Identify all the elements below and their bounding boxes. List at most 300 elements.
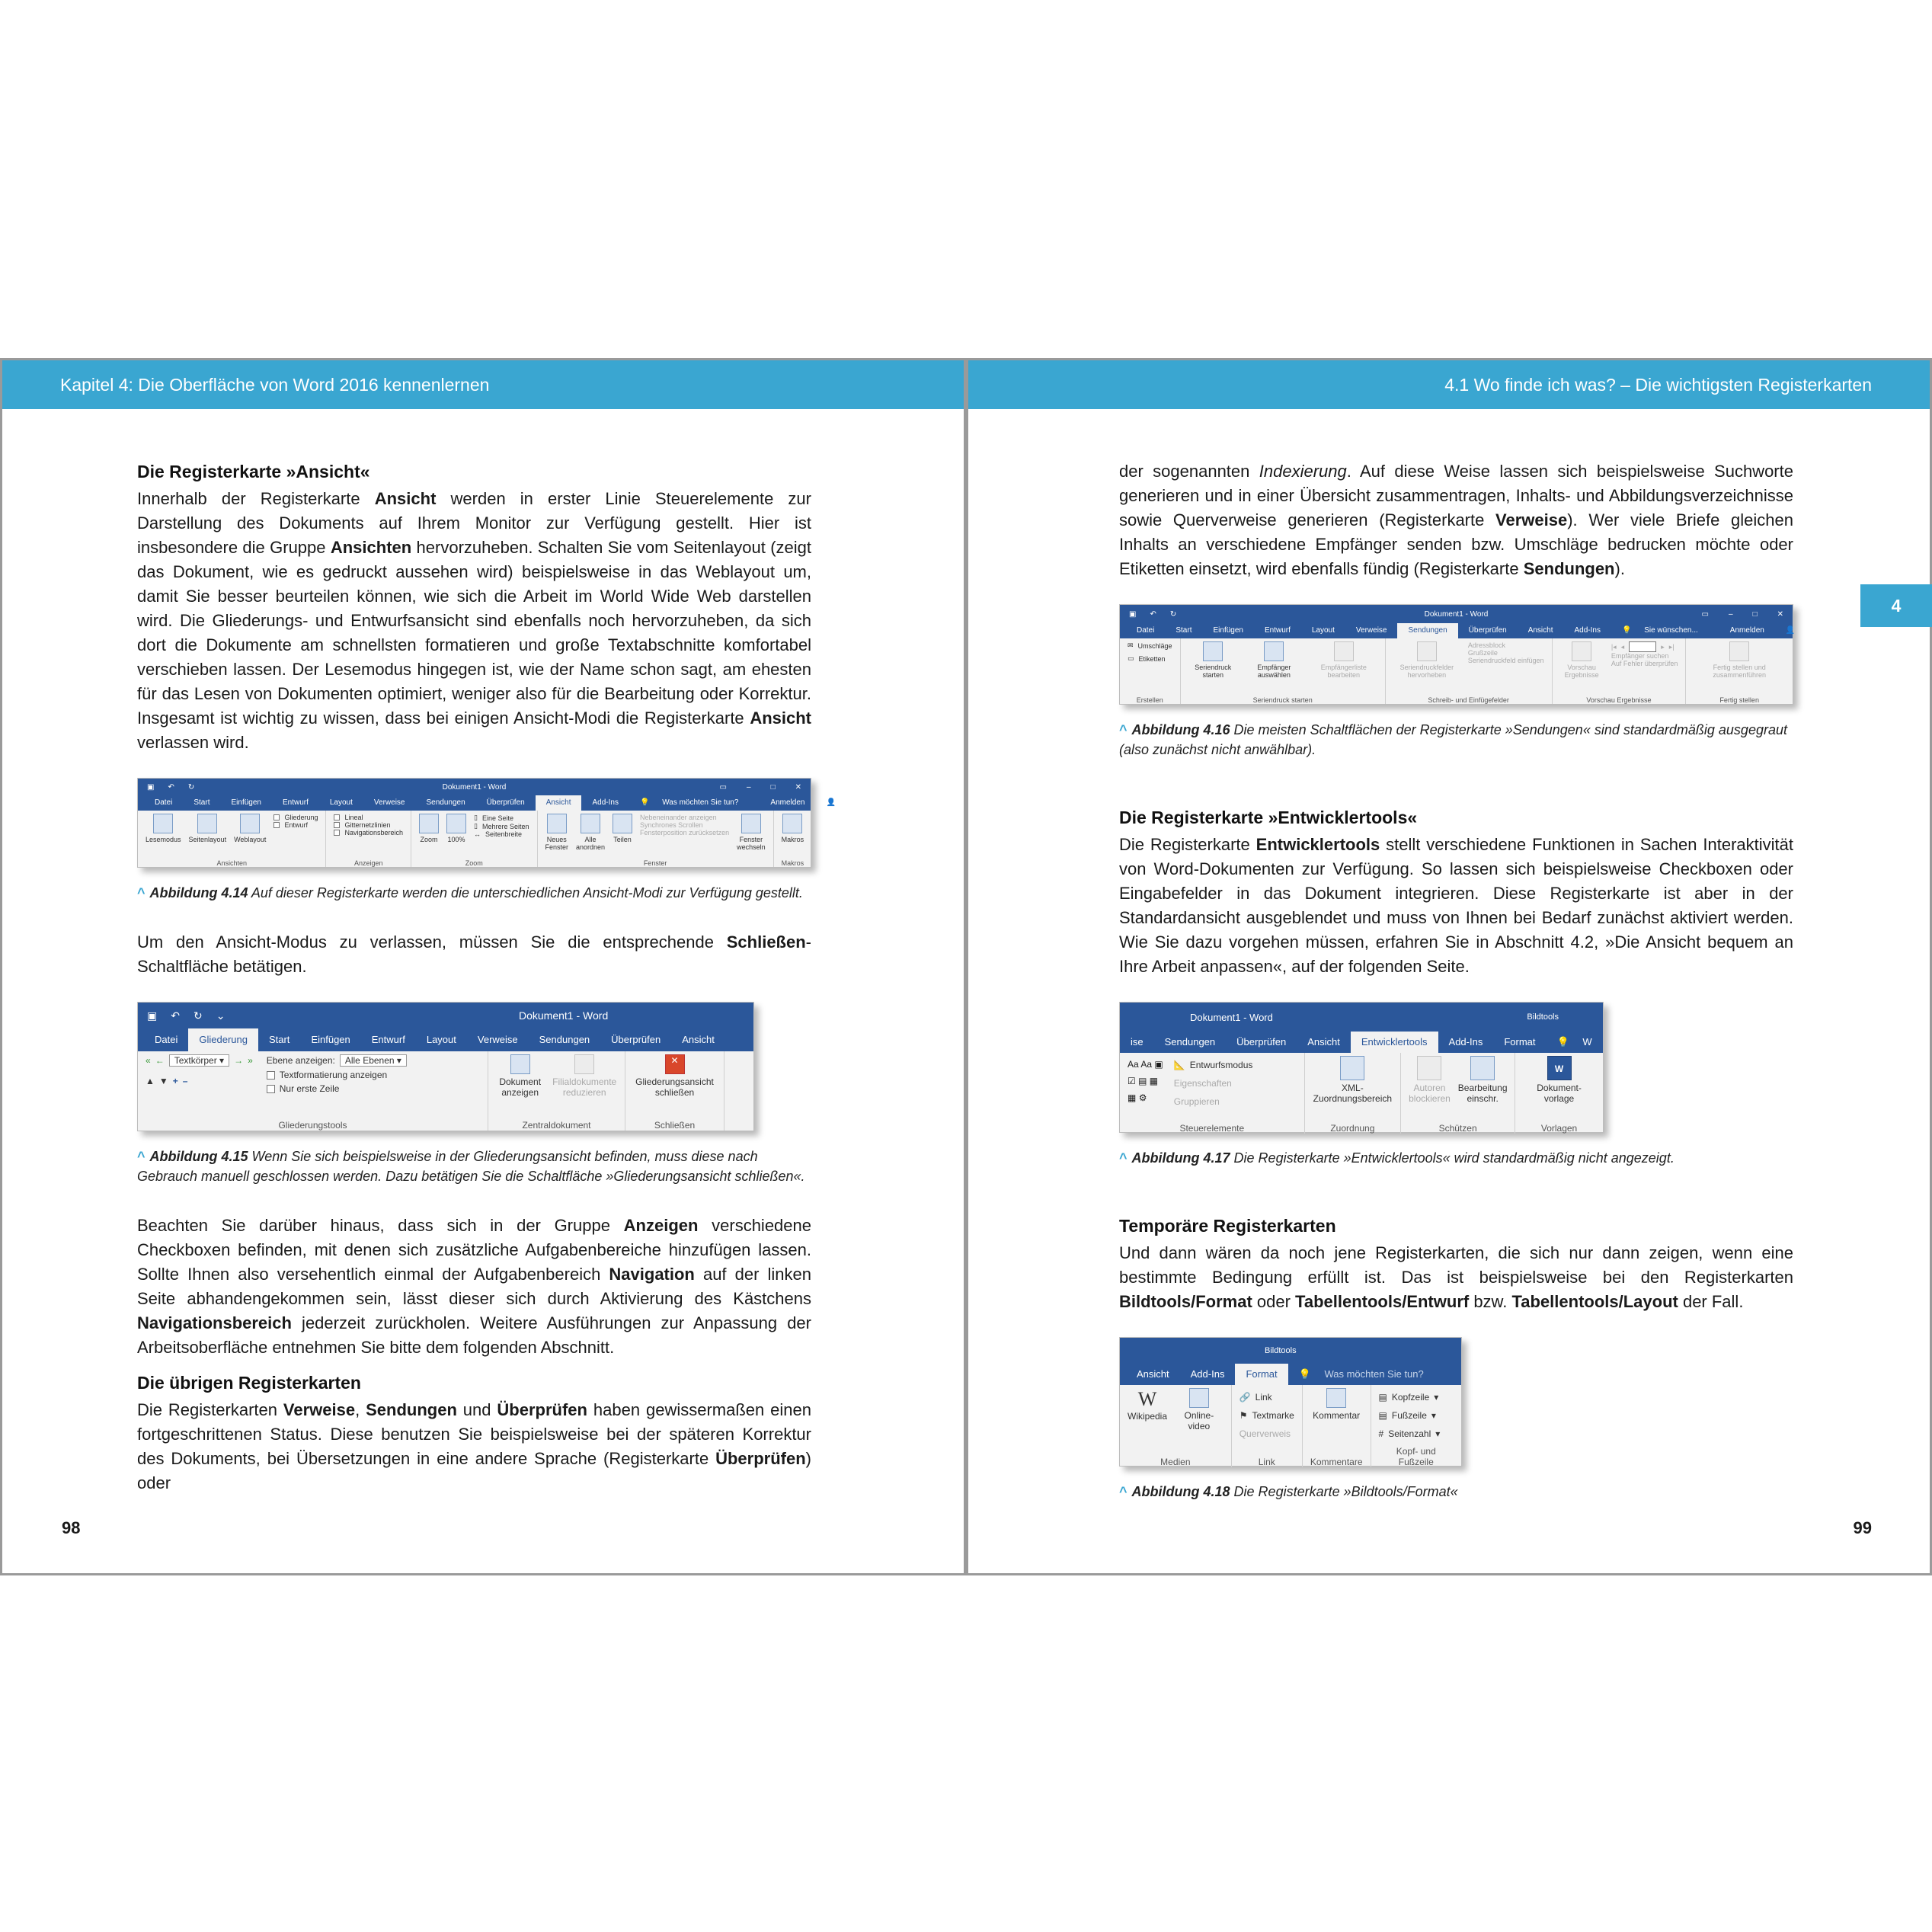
group-create [1120, 638, 1181, 704]
switch-window-button [737, 814, 766, 851]
rich-text-control-icon: Aa [1128, 1059, 1139, 1070]
title-bar [1120, 605, 1793, 623]
ribbon-tab: Datei [155, 798, 173, 807]
row-label: Etiketten [1138, 654, 1166, 663]
bookmark-flag-icon: ⚑ [1239, 1410, 1248, 1421]
draft-toggle [273, 821, 318, 829]
group-label: Vorlagen [1540, 1123, 1578, 1134]
window-title: Dokument1 - Word [442, 782, 507, 792]
row-label: Lineal [344, 814, 363, 821]
bold-term: Entwicklertools [1255, 835, 1380, 854]
right-content [1119, 459, 1843, 1529]
gridlines-checkbox [334, 821, 403, 829]
xml-mapping-button [1313, 1056, 1393, 1104]
button-label: Empfängerliste bearbeiten [1320, 664, 1367, 679]
figure-4-15-ribbon [137, 1002, 754, 1131]
heading-developer: Die Registerkarte »Entwicklertools« [1119, 808, 1418, 827]
checkbox-icon [267, 1071, 275, 1080]
tell-me-box: 💡 Sie wünschen... [1611, 623, 1719, 638]
find-recipient-button [1611, 652, 1678, 660]
preview-icon [1572, 641, 1591, 661]
show-document-icon [510, 1054, 530, 1074]
button-label: Seitenlayout [188, 836, 227, 843]
ribbon-tab: Einfügen [231, 798, 261, 807]
tell-me-text: Was möchten Sie tun? [1324, 1368, 1424, 1380]
multiple-pages-icon: ▯ [474, 822, 478, 830]
row-label: Link [1255, 1392, 1272, 1403]
row-label: Gruppieren [1173, 1096, 1220, 1107]
ribbon-body [138, 1051, 753, 1131]
bold-term: Bildtools/Format [1119, 1292, 1252, 1311]
book-spread [0, 358, 1932, 1575]
figure-caption [1119, 1148, 1793, 1168]
row-label: Seitenzahl [1388, 1428, 1431, 1439]
zoom-button [419, 814, 439, 843]
select-recipients-button [1246, 641, 1303, 679]
caption-number: Abbildung 4.15 [149, 1149, 248, 1164]
button-label: Vorschau Ergebnisse [1564, 664, 1599, 679]
dropdown-value: Alle Ebenen [344, 1055, 395, 1066]
button-label: Empfänger auswählen [1257, 664, 1291, 679]
button-label: Alle anordnen [576, 836, 606, 851]
wikipedia-button [1128, 1388, 1167, 1431]
page-100-icon [446, 814, 466, 833]
collapse-subdocuments-icon [574, 1054, 594, 1074]
figure-4-17-ribbon [1119, 1002, 1604, 1133]
heading-temporary-tabs: Temporäre Registerkarten [1119, 1216, 1336, 1236]
macros-icon [782, 814, 802, 833]
show-level-label: Ebene anzeigen: [266, 1055, 335, 1066]
group-ansichten [138, 811, 326, 867]
paragraph: Die Registerkarten Verweise, Sendungen und Überprüfen haben gewissermaßen einen fortgeschrittenen Status. Diese benutzen Sie beispielsweise bei der späteren Korrektur des Dokuments, bei Übersetzungen in eine andere Sprache (Registerkarte Überprüfen) oder [137, 1400, 811, 1492]
row-label: Seriendruckfeld einfügen [1467, 657, 1544, 664]
last-record-icon: ▸| [1668, 642, 1675, 651]
button-label: 100% [447, 836, 465, 843]
group-controls [1120, 1053, 1305, 1134]
paragraph: der sogenannten Indexierung. Auf diese Weise lassen sich beispielsweise Suchworte generieren und in einer Übersicht zusammentragen, Inhalts- und Abbildungsverzeichnisse sowie Querverweise generieren (Registerkarte Verweise). Wer viele Briefe gleichen Inhalts an verschiedene Empfänger senden bzw. Umschläge bedrucken möchte oder Etiketten einsetzt, wird ebenfalls fündig (Registerkarte Sendungen). [1119, 462, 1793, 578]
ribbon-options-icon: ▭ [1701, 609, 1709, 619]
share-label: Freigeben [1808, 626, 1843, 635]
quick-access-toolbar [147, 1009, 225, 1022]
close-icon: ✕ [1777, 609, 1783, 619]
figure-4-16-ribbon [1119, 604, 1843, 705]
group-mapping [1305, 1053, 1401, 1134]
row-label: Mehrere Seiten [481, 822, 529, 830]
caption-arrow-icon: ^ [1119, 722, 1128, 737]
row-label: Querverweis [1239, 1428, 1291, 1439]
check-errors-button [1611, 660, 1678, 667]
group-protect [1401, 1053, 1515, 1134]
paragraph: Um den Ansicht-Modus zu verlassen, müssen Sie die entsprechende Schließen-Schaltfläche betätigen. [137, 932, 811, 976]
read-mode-button [146, 814, 181, 843]
demote-to-body-icon: » [248, 1055, 253, 1066]
button-label: Kommentar [1313, 1410, 1361, 1421]
figure-4-18-ribbon [1119, 1337, 1462, 1467]
button-label: Weblayout [234, 836, 267, 843]
group-media [1120, 1385, 1232, 1467]
title-bar [1120, 1338, 1461, 1364]
footer-icon: ▤ [1378, 1410, 1387, 1421]
group-close [625, 1051, 724, 1131]
design-mode-button [1174, 1056, 1253, 1074]
one-page-button [474, 814, 529, 822]
outline-toggle [273, 814, 318, 821]
ribbon-tabs [138, 795, 883, 811]
bold-term: Überprüfen [715, 1449, 806, 1468]
tell-me-box: 💡 Was möchten Sie tun? [629, 795, 760, 811]
maximize-icon: □ [770, 782, 776, 792]
ribbon-tab: Verweise [477, 1034, 518, 1045]
row-label: Fußzeile [1391, 1410, 1427, 1421]
ribbon-tabs [138, 1028, 753, 1051]
ribbon-tab: Entwurf [1264, 626, 1291, 635]
labels-button [1128, 654, 1172, 663]
row-label: Navigationsbereich [344, 829, 404, 836]
group-comments [1303, 1385, 1371, 1467]
bold-term: Ansicht [750, 709, 811, 728]
figure-caption [137, 1147, 811, 1186]
row-label: Gliederung [284, 814, 318, 821]
redo-icon: ↻ [187, 782, 195, 792]
right-page [966, 358, 1932, 1575]
synchronous-scroll-button [640, 821, 729, 829]
page-width-button [474, 830, 529, 838]
ribbon-tab: Sendungen [1164, 1036, 1216, 1048]
group-finish [1686, 638, 1793, 704]
ribbon-tab: Ansicht [536, 795, 582, 811]
record-number-field [1629, 641, 1656, 652]
group-outline-tools [138, 1051, 488, 1131]
first-record-icon: |◂ [1611, 642, 1617, 651]
running-header-right: 4.1 Wo finde ich was? – Die wichtigsten Registerkarten [968, 360, 1930, 409]
checkbox-icon [334, 822, 340, 828]
button-label: Fertig stellen und zusammenführen [1713, 664, 1766, 679]
draft-icon [273, 822, 280, 828]
row-label: Synchrones Scrollen [640, 821, 703, 829]
preview-results-button [1560, 641, 1604, 679]
move-up-icon: ▲ [146, 1076, 155, 1086]
dropdown-value: Textkörper [174, 1055, 217, 1066]
zoom-100-button [446, 814, 466, 843]
share-label: Freigeben [848, 798, 883, 807]
multiple-pages-button [474, 822, 529, 830]
paragraph: Innerhalb der Registerkarte Ansicht werden in erster Linie Steuerelemente zur Darstellung des Dokuments auf Ihrem Monitor zur Verfügung gestellt. Hier ist insbesondere die Gruppe Ansichten hervorzuheben. Schalten Sie vom Seitenlayout (zeigt das Dokument, wie es gedruckt aussehen wird) beispielsweise in das Weblayout um, damit Sie besser beurteilen können, wie sich die Arbeit im World Wide Web darstellen wird. Die Gliederungs- und Entwurfsansicht sind ebenfalls noch hervorzuheben, da sich dort die Dokumente am schnellsten formatieren und große Textabschnitte komfortabel verschieben lassen. Der Lesemodus hingegen ist, wie der Name schon sagt, am ehesten für das Lesen von Dokumenten optimiert, weniger also für die Bearbeitung oder Korrektur. Insgesamt ist wichtig zu wissen, dass bei einigen Ansicht-Modi die Registerkarte Ansicht verlassen wird. [137, 489, 811, 752]
figure-4-14-ribbon [137, 778, 883, 868]
controls-icon-grid [1128, 1056, 1163, 1111]
mail-merge-icon [1203, 641, 1223, 661]
ribbon-tab: Format [1504, 1036, 1536, 1048]
row-label: Entwurfsmodus [1189, 1060, 1253, 1070]
sign-in-link: Anmelden [1729, 626, 1764, 635]
next-record-icon: ▸ [1661, 642, 1665, 651]
row-label: Eigenschaften [1173, 1078, 1232, 1089]
ribbon-tab: Datei [155, 1034, 178, 1045]
expand-icon: + [172, 1076, 178, 1086]
button-label: Makros [781, 836, 804, 843]
ribbon-tab: Ansicht [1527, 626, 1553, 635]
redo-icon: ↻ [1169, 609, 1177, 619]
page-number-icon: # [1378, 1428, 1384, 1439]
read-mode-icon [153, 814, 173, 833]
ribbon-tab: Überprüfen [1236, 1036, 1287, 1048]
highlight-fields-icon [1417, 641, 1437, 661]
caption-text: Auf dieser Registerkarte werden die unterschiedlichen Ansicht-Modi zur Verfügung gestellt. [251, 885, 803, 900]
context-tab-label: Bildtools [1527, 1012, 1559, 1022]
group-label: Link [1258, 1457, 1275, 1467]
dropdown-list-icon: ▦ [1149, 1076, 1159, 1086]
ribbon-tab: Gliederung [188, 1028, 258, 1051]
promote-icon: ← [155, 1055, 165, 1066]
group-label: Anzeigen [353, 859, 383, 867]
row-label: Gitternetzlinien [344, 821, 391, 829]
ribbon-tabs [1120, 1364, 1461, 1385]
minimize-icon: – [747, 782, 751, 792]
share-button: 👤 Freigeben [1775, 623, 1863, 638]
tell-me-icon: 💡 W [1547, 1032, 1614, 1053]
lock-document-icon [1470, 1056, 1495, 1080]
button-label: Online-video [1184, 1410, 1214, 1431]
row-label: Textmarke [1252, 1410, 1294, 1421]
row-label: Nur erste Zeile [279, 1083, 340, 1094]
group-label: Ansichten [216, 859, 247, 867]
ribbon-tab: Verweise [373, 798, 405, 807]
print-layout-button [189, 814, 227, 843]
italic-term: Indexierung [1259, 462, 1347, 481]
ribbon-tab: Entwurf [371, 1034, 405, 1045]
wikipedia-icon: W [1137, 1388, 1157, 1410]
group-label: Schließen [654, 1120, 696, 1131]
figure-caption [1119, 1482, 1793, 1502]
collapse-subdocuments-button [552, 1054, 617, 1098]
window-title: Dokument1 - Word [519, 1009, 609, 1022]
group-header-footer [1371, 1385, 1461, 1467]
bold-term: Ansicht [374, 489, 437, 508]
collapse-icon: – [182, 1076, 188, 1086]
ribbon-tab: Start [1176, 626, 1192, 635]
edit-recipient-list-button [1310, 641, 1377, 679]
group-master-document [488, 1051, 625, 1131]
level-row [146, 1054, 253, 1067]
ribbon-tab: Überprüfen [486, 798, 525, 807]
ribbon-tab: Layout [329, 798, 353, 807]
tell-me-text: Sie wünschen... [1644, 626, 1698, 635]
left-content [137, 459, 883, 1518]
row-label: Entwurf [284, 821, 308, 829]
ribbon-tabs [1120, 1032, 1603, 1053]
button-label: Dokument-vorlage [1537, 1083, 1582, 1104]
button-label: Dokument anzeigen [499, 1076, 542, 1098]
group-label: Zentraldokument [522, 1120, 591, 1131]
ribbon-tab: Ansicht [682, 1034, 715, 1045]
bold-term: Navigation [609, 1265, 695, 1284]
group-start-mail-merge [1181, 638, 1386, 704]
envelopes-button [1128, 641, 1172, 650]
comment-button [1310, 1388, 1363, 1421]
ribbon-body [1120, 1385, 1461, 1467]
ribbon-tab: Start [268, 1034, 290, 1045]
side-by-side-button [640, 814, 729, 821]
arrange-all-icon [581, 814, 600, 833]
title-bar [138, 779, 811, 795]
chapter-thumb-tab: 4 [1860, 584, 1932, 627]
group-label: Vorschau Ergebnisse [1586, 696, 1652, 704]
undo-icon: ↶ [1150, 609, 1156, 619]
previous-record-icon: ◂ [1620, 642, 1625, 651]
page-number: 99 [1853, 1518, 1872, 1537]
link-button [1239, 1388, 1294, 1406]
page-number-button: # Seitenzahl ▾ [1379, 1425, 1454, 1443]
group-templates [1515, 1053, 1603, 1134]
paragraph: Die Registerkarte Entwicklertools stellt verschiedene Funktionen in Sachen Interaktivität von Word-Dokumenten zur Verfügung. So lassen sich beispielsweise Checkboxen oder Eingabefelder in das Dokument integrieren. Diese Registerkarte ist aber in der Standardansicht ausgeblendet und muss von Ihnen bei Bedarf zunächst aktiviert werden. Wie Sie dazu vorgehen müssen, erfahren Sie in Abschnitt 4.2, »Die Ansicht bequem an Ihre Arbeit anpassen«, auf der folgenden Seite. [1119, 835, 1793, 976]
finish-merge-icon [1729, 641, 1749, 661]
ribbon-tab: Format [1235, 1364, 1287, 1385]
caption-arrow-icon: ^ [137, 1149, 146, 1164]
group-label: Kopf- und Fußzeile [1396, 1446, 1436, 1467]
highlight-fields-button [1393, 641, 1460, 679]
online-video-button [1175, 1388, 1223, 1431]
tell-me-text: Was möchten Sie tun? [662, 798, 739, 807]
document-template-button [1523, 1056, 1595, 1104]
show-level-row [267, 1054, 407, 1067]
restrict-editing-button [1458, 1056, 1508, 1104]
ruler-checkbox [334, 814, 403, 821]
ribbon-tab: Add-Ins [592, 798, 619, 807]
group-label: Zoom [465, 859, 483, 867]
bold-term: Sendungen [366, 1400, 457, 1419]
start-mail-merge-button [1188, 641, 1238, 679]
button-label: Wikipedia [1128, 1411, 1168, 1422]
close-icon: ✕ [795, 782, 801, 792]
button-label: Autoren blockieren [1409, 1083, 1451, 1104]
figure-caption [137, 883, 811, 903]
macros-button [782, 814, 804, 843]
caption-text: Die meisten Schaltflächen der Registerkarte »Sendungen« sind standardmäßig ausgegraut (also zunächst nicht anwählbar). [1119, 722, 1787, 757]
insert-merge-field-button [1468, 657, 1544, 664]
row-label: Umschläge [1137, 641, 1172, 650]
button-label: Lesemodus [146, 836, 181, 843]
promote-to-heading-icon: « [146, 1055, 151, 1066]
finish-merge-button [1694, 641, 1785, 679]
show-document-button [496, 1054, 544, 1098]
outline-level-dropdown: Textkörper ▾ [169, 1054, 229, 1067]
row-label: Textformatierung anzeigen [279, 1070, 388, 1080]
header-button: ▤ Kopfzeile ▾ [1379, 1388, 1454, 1406]
row-label: Grußzeile [1467, 649, 1498, 657]
button-label: Fenster wechseln [737, 836, 766, 851]
split-icon [613, 814, 632, 833]
ribbon-tab: Einfügen [311, 1034, 350, 1045]
bold-term: Tabellentools/Layout [1511, 1292, 1678, 1311]
bold-term: Anzeigen [623, 1216, 699, 1235]
ribbon-tabs [1120, 623, 1843, 638]
figure-caption [1119, 720, 1793, 760]
caption-text: Die Registerkarte »Bildtools/Format« [1233, 1484, 1458, 1499]
ribbon-tab: Ansicht [1307, 1036, 1340, 1048]
ribbon-tab: Überprüfen [1468, 626, 1507, 635]
caption-number: Abbildung 4.14 [149, 885, 248, 900]
group-makros [774, 811, 812, 867]
running-header-left: Kapitel 4: Die Oberfläche von Word 2016 kennenlernen [2, 360, 964, 409]
caption-number: Abbildung 4.16 [1131, 722, 1230, 737]
heading-other-tabs: Die übrigen Registerkarten [137, 1373, 361, 1393]
group-zoom [411, 811, 538, 867]
checkbox-icon [334, 830, 340, 836]
ribbon-options-icon: ▭ [719, 782, 727, 792]
group-label: Medien [1160, 1457, 1191, 1467]
group-label: Fenster [643, 859, 667, 867]
block-authors-icon [1417, 1056, 1441, 1080]
envelope-icon: ✉ [1128, 641, 1134, 649]
row-label: Kopfzeile [1391, 1392, 1430, 1403]
group-label: Zuordnung [1330, 1123, 1375, 1134]
button-label: Bearbeitung einschr. [1457, 1083, 1508, 1104]
button-label: Gliederungsansicht schließen [635, 1076, 714, 1098]
page-width-icon: ↔ [474, 830, 481, 838]
button-label: Neues Fenster [545, 836, 569, 851]
ribbon-tab: Sendungen [426, 798, 465, 807]
ribbon-tab: Layout [1311, 626, 1335, 635]
maximize-icon: □ [1752, 609, 1758, 619]
group-label: Kommentare [1310, 1457, 1363, 1467]
row-label: Empfänger suchen [1611, 652, 1669, 660]
caption-arrow-icon: ^ [137, 885, 146, 900]
title-bar [138, 1003, 753, 1028]
ribbon-body [138, 811, 811, 867]
magnifier-icon [419, 814, 439, 833]
plain-text-control-icon: Aa [1140, 1059, 1153, 1070]
ribbon-tab: Entwurf [282, 798, 309, 807]
share-button: 👤 Freigeben [815, 795, 904, 811]
bold-term: Schließen [726, 932, 806, 952]
ribbon-body [1120, 638, 1793, 704]
group-button [1174, 1092, 1253, 1111]
heading-ansicht: Die Registerkarte »Ansicht« [137, 462, 370, 481]
row-label: Adressblock [1467, 641, 1505, 649]
button-label: Filialdokumente reduzieren [552, 1076, 617, 1098]
group-anzeigen [326, 811, 411, 867]
group-links [1232, 1385, 1303, 1467]
online-video-icon [1189, 1388, 1209, 1408]
row-label: Seitenbreite [485, 830, 523, 838]
arrange-all-button [576, 814, 605, 851]
bold-term: Sendungen [1523, 559, 1615, 578]
group-fenster [538, 811, 774, 867]
ribbon-tab: Add-Ins [1448, 1036, 1483, 1048]
bold-term: Ansichten [330, 538, 412, 557]
demote-icon: → [234, 1055, 244, 1066]
recipients-icon [1264, 641, 1284, 661]
bold-term: Navigationsbereich [137, 1313, 292, 1332]
link-icon: 🔗 [1239, 1392, 1251, 1403]
ribbon-tab: Datei [1137, 626, 1155, 635]
switch-window-icon [741, 814, 761, 833]
save-icon: ▣ [147, 782, 155, 792]
one-page-icon: ▯ [474, 814, 478, 821]
first-line-only-checkbox [267, 1083, 407, 1094]
show-text-formatting-checkbox [267, 1070, 407, 1080]
ribbon-tab: ise [1131, 1036, 1144, 1048]
undo-icon: ↶ [171, 1009, 180, 1022]
edit-list-icon [1334, 641, 1354, 661]
row-label: Eine Seite [481, 814, 513, 822]
footer-button: ▤ Fußzeile ▾ [1379, 1406, 1454, 1425]
greeting-line-button [1468, 649, 1544, 657]
group-label: Schützen [1438, 1123, 1477, 1134]
block-authors-button [1409, 1056, 1451, 1104]
properties-button [1174, 1074, 1253, 1092]
save-icon: ▣ [1129, 609, 1137, 619]
row-label: Fensterposition zurücksetzen [640, 829, 730, 836]
